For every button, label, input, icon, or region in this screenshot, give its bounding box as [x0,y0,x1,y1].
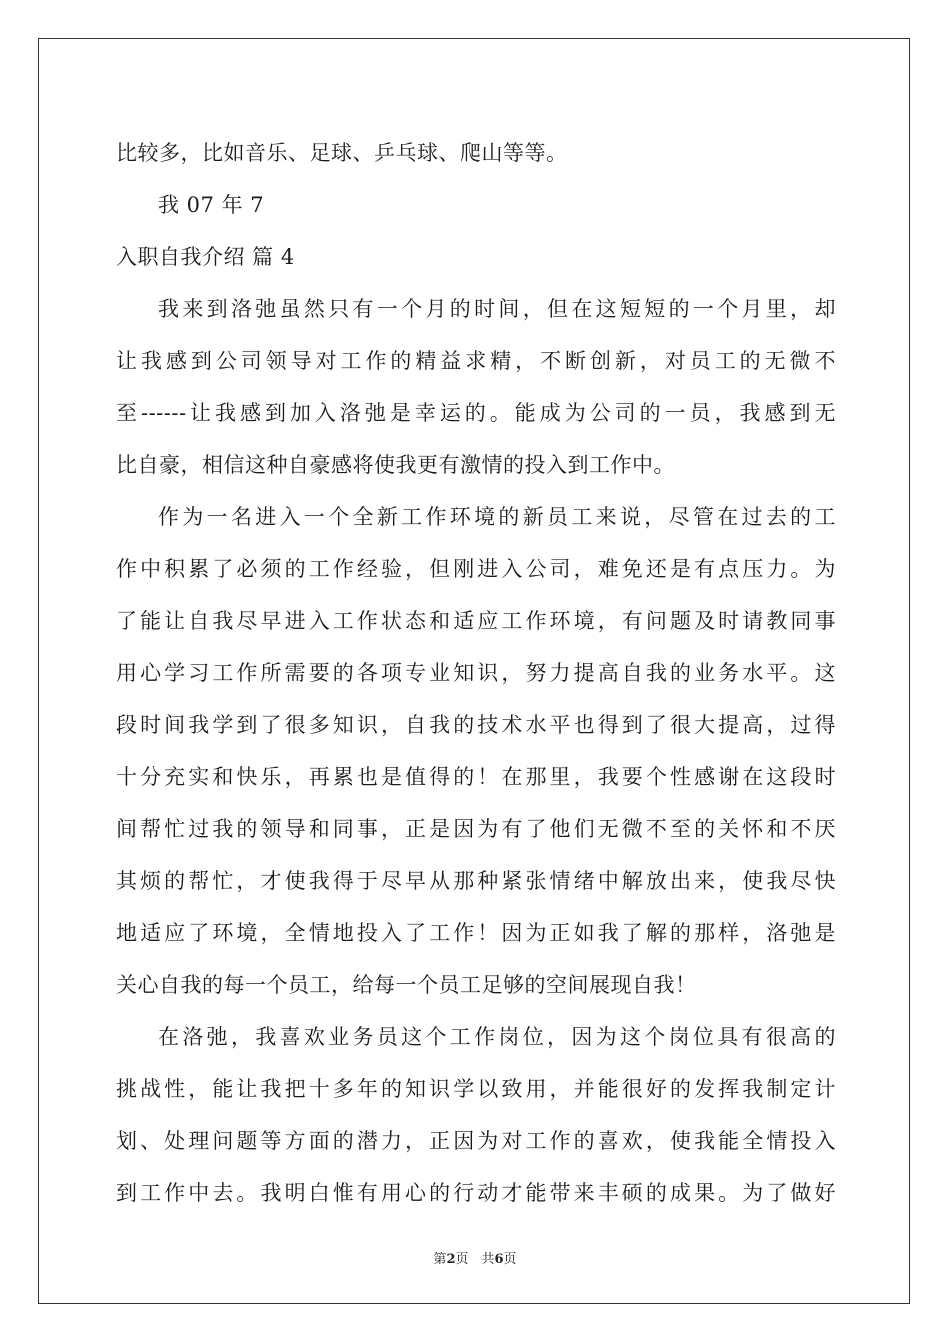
text-line: 到工作中去。我明白惟有用心的行动才能带来丰硕的成果。为了做好 [116,1181,836,1205]
text-line: 了能让自我尽早进入工作状态和适应工作环境，有问题及时请教同事 [116,609,836,633]
text-line: 十分充实和快乐，再累也是值得的！在那里，我要个性感谢在这段时 [116,765,836,789]
text-line: 比自豪，相信这种自豪感将使我更有激情的投入到工作中。 [116,453,675,477]
text-line: 作为一名进入一个全新工作环境的新员工来说，尽管在过去的工 [158,505,836,529]
document-body [116,127,836,1219]
text-line: 其烦的帮忙，才使我得于尽早从那种紧张情绪中解放出来，使我尽快 [116,869,836,893]
text-line: 让我感到公司领导对工作的精益求精，不断创新，对员工的无微不 [116,349,836,373]
page-footer [0,1248,950,1267]
text-line: 作中积累了必须的工作经验，但刚进入公司，难免还是有点压力。为 [116,557,836,581]
footer-middle: 页 共 [455,1252,495,1267]
text-line: 比较多，比如音乐、足球、乒乓球、爬山等等。 [116,141,568,165]
footer-prefix: 第 [433,1252,447,1267]
text-line: 我 07 年 7 [158,193,265,217]
current-page-number: 2 [446,1252,456,1267]
total-page-number: 6 [494,1252,504,1267]
text-line: 关心自我的每一个员工，给每一个员工足够的空间展现自我！ [116,973,697,997]
text-line: 划、处理问题等方面的潜力，正因为对工作的喜欢，使我能全情投入 [116,1129,836,1153]
text-line: 地适应了环境，全情地投入了工作！因为正如我了解的那样，洛弛是 [116,921,836,945]
text-line: 间帮忙过我的领导和同事，正是因为有了他们无微不至的关怀和不厌 [116,817,836,841]
text-line: 至------让我感到加入洛弛是幸运的。能成为公司的一员，我感到无 [116,401,836,425]
text-line: 在洛弛，我喜欢业务员这个工作岗位，因为这个岗位具有很高的 [158,1025,836,1049]
text-line: 入职自我介绍 篇 4 [116,245,295,269]
text-line: 挑战性，能让我把十多年的知识学以致用，并能很好的发挥我制定计 [116,1077,836,1101]
text-line: 用心学习工作所需要的各项专业知识，努力提高自我的业务水平。这 [116,661,836,685]
text-line: 我来到洛弛虽然只有一个月的时间，但在这短短的一个月里，却 [158,297,836,321]
footer-suffix: 页 [503,1252,517,1267]
text-line: 段时间我学到了很多知识，自我的技术水平也得到了很大提高，过得 [116,713,836,737]
